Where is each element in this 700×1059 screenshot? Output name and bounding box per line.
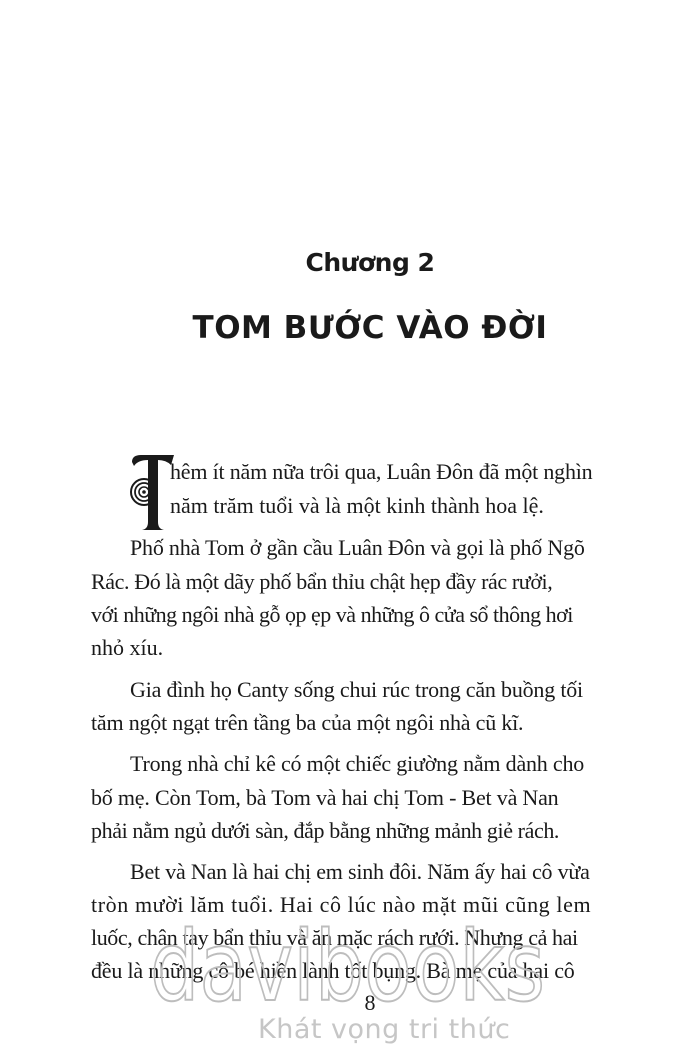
body-line: Bet và Nan là hai chị em sinh đôi. Năm ấy hai cô vừa — [130, 859, 590, 884]
body-line: năm trăm tuổi và là một kinh thành hoa lệ. — [170, 493, 544, 518]
watermark-tagline: Khát vọng tri thức — [258, 1014, 511, 1045]
body-line: nhỏ xíu. — [91, 635, 164, 660]
body-line: Trong nhà chỉ kê có một chiếc giường nằm dành cho — [130, 751, 585, 776]
body-line: đều là những cô bé hiền lành tốt bụng. Bà mẹ của hai cô — [91, 958, 575, 983]
body-line: với những ngôi nhà gỗ ọp ẹp và những ô cửa sổ thông hơi — [91, 602, 573, 627]
body-line: Phố nhà Tom ở gần cầu Luân Đôn và gọi là phố Ngõ — [130, 535, 585, 560]
body-line: tăm ngột ngạt trên tầng ba của một ngôi nhà cũ kĩ. — [91, 710, 524, 735]
page-number: 8 — [364, 990, 376, 1015]
body-line: Rác. Đó là một dãy phố bẩn thỉu chật hẹp đầy rác rưởi, — [91, 569, 553, 594]
chapter-number: Chương 2 — [305, 248, 435, 277]
body-line: Gia đình họ Canty sống chui rúc trong căn buồng tối — [130, 677, 583, 702]
body-line: bố mẹ. Còn Tom, bà Tom và hai chị Tom - Bet và Nan — [91, 785, 559, 810]
body-line: tròn mười lăm tuổi. Hai cô lúc nào mặt mũi cũng lem — [91, 892, 592, 917]
body-line: hêm ít năm nữa trôi qua, Luân Đôn đã một nghìn — [170, 459, 593, 484]
body-line: phải nằm ngủ dưới sàn, đắp bằng những mảnh giẻ rách. — [91, 818, 560, 843]
body-line: luốc, chân tay bẩn thỉu và ăn mặc rách rưới. Nhưng cả hai — [91, 925, 578, 950]
chapter-title: TOM BƯỚC VÀO ĐỜI — [192, 310, 548, 346]
watermark-brand: davibooks — [150, 918, 545, 1023]
dropcap-ornament — [128, 452, 176, 532]
